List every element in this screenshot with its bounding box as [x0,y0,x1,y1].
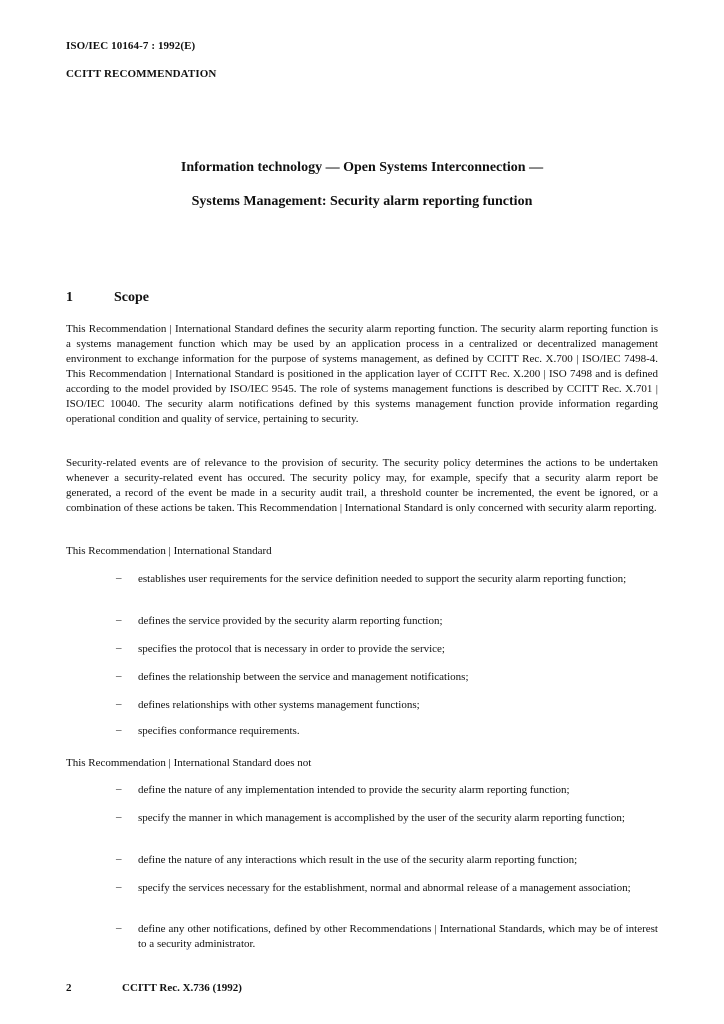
dash-marker: – [116,698,122,710]
page-number: 2 [66,982,72,994]
list-item-text: define any other notifications, defined by other Recommendations | International Standards, which may be of interest to a security administrator. [138,923,658,950]
dash-marker: – [116,642,122,654]
list-item-text: defines the service provided by the security alarm reporting function; [138,615,443,627]
dash-marker: – [116,881,122,893]
footer-recommendation: CCITT Rec. X.736 (1992) [122,982,242,994]
series-label: CCITT RECOMMENDATION [66,68,217,80]
list-item-text: establishes user requirements for the service definition needed to support the security alarm reporting function; [138,573,627,585]
dash-marker: – [116,922,122,934]
document-id: ISO/IEC 10164-7 : 1992(E) [66,40,196,52]
list-item-text: specify the services necessary for the establishment, normal and abnormal release of a management association; [138,882,631,894]
paragraph-1: This Recommendation | International Standard defines the security alarm reporting function. The security alarm reporting function is a systems management function which may be used by an application process in a centralized or decentralized management environment to exchange information for the purpose of systems management, as defined by CCITT Rec. X.700 | ISO/IEC 7498-4. This Recommendation | International Standard is positioned in the application layer of CCITT Rec. X.200 | ISO 7498 and is defined according to the model provided by ISO/IEC 9545. The role of systems management functions is described by CCITT Rec. X.701 | ISO/IEC 10040. The security alarm notifications defined by this systems management function provide information regarding operational condition and quality of service, pertaining to security. [66,323,658,425]
dash-marker: – [116,783,122,795]
dash-marker: – [116,853,122,865]
list-item-text: define the nature of any implementation intended to provide the security alarm reporting function; [138,784,570,796]
list-item-text: specify the manner in which management is accomplished by the user of the security alarm reporting function; [138,812,625,824]
list-1-intro: This Recommendation | International Standard [66,545,272,557]
list-2-intro: This Recommendation | International Standard does not [66,757,312,769]
list-item-text: specifies conformance requirements. [138,725,300,737]
dash-marker: – [116,724,122,736]
dash-marker: – [116,572,122,584]
dash-marker: – [116,670,122,682]
list-item-text: defines relationships with other systems management functions; [138,699,420,711]
section-number: 1 [66,290,73,305]
dash-marker: – [116,811,122,823]
dash-marker: – [116,614,122,626]
list-item-text: specifies the protocol that is necessary in order to provide the service; [138,643,445,655]
paragraph-2: Security-related events are of relevance to the provision of security. The security policy determines the actions to be undertaken whenever a security-related event has occured. The security policy may, for example, specify that a security alarm report be generated, a record of the event be made in a security audit trail, a threshold counter be incremented, the event be ignored, or a combination of these actions be taken. This Recommendation | International Standard is only concerned with security alarm reporting. [66,457,658,514]
list-item-text: define the nature of any interactions which result in the use of the security alarm reporting function; [138,854,578,866]
list-item-text: defines the relationship between the service and management notifications; [138,671,469,683]
title-line-1: Information technology — Open Systems Interconnection — [180,160,544,175]
title-line-2: Systems Management: Security alarm reporting function [191,194,533,209]
section-heading: Scope [114,290,149,305]
